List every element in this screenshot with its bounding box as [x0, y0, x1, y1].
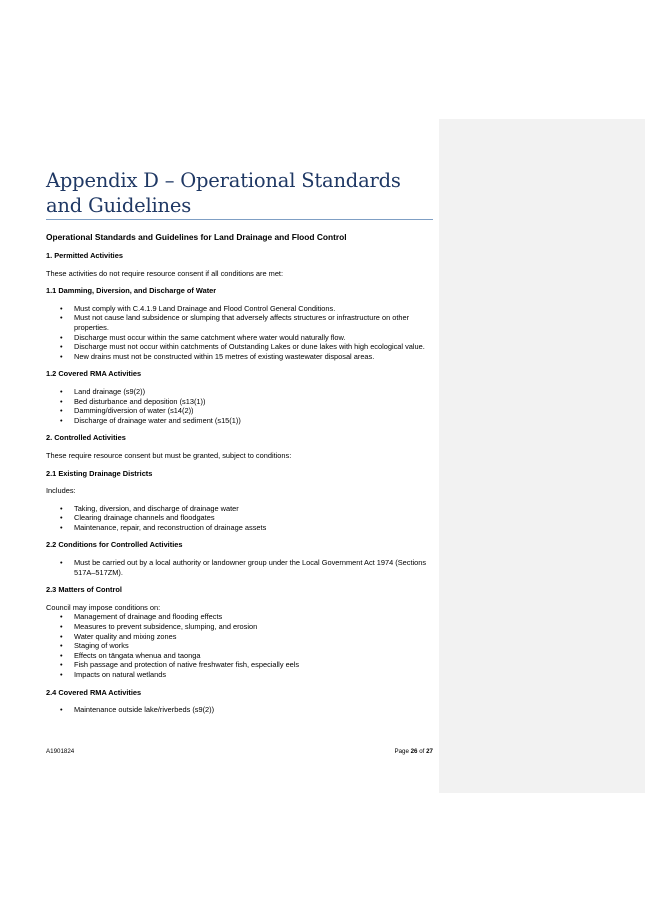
list-item: • Water quality and mixing zones: [74, 632, 433, 642]
page-current: 26: [410, 748, 418, 755]
subsection-heading: 1.2 Covered RMA Activities: [46, 369, 142, 379]
list-item: • Clearing drainage channels and floodgates: [74, 513, 433, 523]
page-prefix: Page: [394, 748, 411, 755]
document-id: A1901824: [46, 748, 75, 755]
list-item: • Measures to prevent subsidence, slumping, and erosion: [74, 622, 433, 632]
list-item: • Discharge of drainage water and sediment (s15(1)): [74, 416, 433, 426]
page-title: Appendix D – Operational Standards and Guidelines: [46, 169, 401, 217]
list-item: • Fish passage and protection of native freshwater fish, especially eels: [74, 660, 433, 670]
list-item: • Maintenance outside lake/riverbeds (s9(2)): [74, 705, 433, 715]
bullet-list: [46, 504, 433, 533]
bullet-list: [46, 558, 433, 577]
paragraph: Council may impose conditions on:: [46, 602, 161, 612]
main-heading: Operational Standards and Guidelines for Land Drainage and Flood Control: [46, 232, 347, 242]
list-item: • Must not cause land subsidence or slumping that adversely affects structures or infrastructure on other properties.: [74, 313, 433, 332]
list-item: • Staging of works: [74, 641, 433, 651]
list-item: • New drains must not be constructed within 15 metres of existing wastewater disposal areas.: [74, 352, 433, 362]
list-item: • Must comply with C.4.1.9 Land Drainage and Flood Control General Conditions.: [74, 304, 433, 314]
comment-pane: [439, 119, 645, 793]
bullet-list: [46, 612, 433, 679]
section-heading: 2. Controlled Activities: [46, 433, 126, 443]
section-heading: 1. Permitted Activities: [46, 251, 123, 260]
title-divider: [46, 219, 433, 220]
page-of: of: [417, 748, 427, 755]
subsection-heading: 1.1 Damming, Diversion, and Discharge of Water: [46, 286, 217, 296]
list-item: • Discharge must not occur within catchments of Outstanding Lakes or dune lakes with high ecological value.: [74, 342, 433, 352]
paragraph: Includes:: [46, 486, 76, 496]
list-item: • Taking, diversion, and discharge of drainage water: [74, 504, 433, 514]
list-item: • Must be carried out by a local authority or landowner group under the Local Government Act 1974 (Sections 517A–517ZM).: [74, 558, 433, 577]
page-number: [394, 748, 433, 756]
document-body: [46, 232, 433, 723]
list-item: • Damming/diversion of water (s14(2)): [74, 406, 433, 416]
paragraph: These activities do not require resource consent if all conditions are met:: [46, 268, 284, 278]
paragraph: These require resource consent but must be granted, subject to conditions:: [46, 450, 292, 460]
page-total: 27: [426, 748, 433, 755]
subsection-heading: 2.2 Conditions for Controlled Activities: [46, 540, 183, 550]
list-item: • Discharge must occur within the same catchment where water would naturally flow.: [74, 333, 433, 343]
list-item: • Impacts on natural wetlands: [74, 670, 433, 680]
list-item: • Maintenance, repair, and reconstruction of drainage assets: [74, 523, 433, 533]
subsection-heading: 2.4 Covered RMA Activities: [46, 687, 142, 697]
list-item: • Bed disturbance and deposition (s13(1)): [74, 397, 433, 407]
list-item: • Land drainage (s9(2)): [74, 387, 433, 397]
subsection-heading: 2.3 Matters of Control: [46, 585, 122, 595]
subsection-heading: 2.1 Existing Drainage Districts: [46, 468, 153, 478]
list-item: • Management of drainage and flooding effects: [74, 612, 433, 622]
list-item: • Effects on tāngata whenua and taonga: [74, 651, 433, 661]
bullet-list: [46, 705, 433, 715]
bullet-list: [46, 304, 433, 362]
bullet-list: [46, 387, 433, 425]
